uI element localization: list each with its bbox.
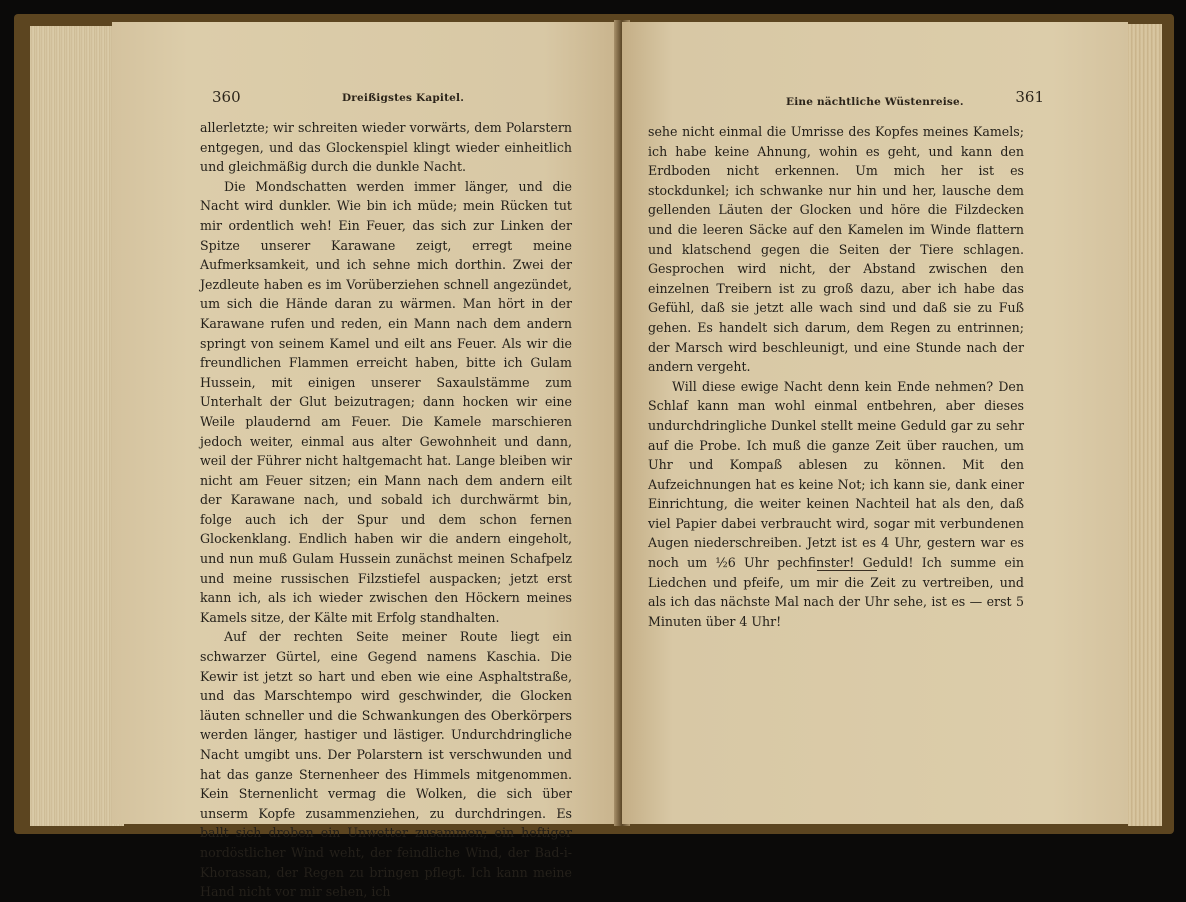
paragraph: Will diese ewige Nacht denn kein Ende nehmen? Den Schlaf kann man wohl einmal entbehren, aber dieses undurchdringliche Dunkel stellt meine Geduld gar zu sehr auf die Probe. Ich muß die ganze Zeit über rauchen, um Uhr und Kompaß ablesen zu können. Mit den Aufzeichnungen hat es keine Not; ich kann sie, dank einer Einrichtung, die weiter keinen Nachteil hat als den, daß viel Papier dabei verbraucht wird, sogar mit verbundenen Augen niederschreiben. Jetzt ist es 4 Uhr, gestern war es noch um ½6 Uhr pechfinster! Geduld! Ich summe ein Liedchen und pfeife, um mir die Zeit zu vertreiben, und als ich das nächste Mal nach der Uhr sehe, ist es — erst 5 Minuten über 4 Uhr!	[648, 378, 1024, 629]
paragraph: Auf der rechten Seite meiner Route liegt ein schwarzer Gürtel, eine Gegend namens Kaschia. Die Kewir ist jetzt so hart und eben wie eine Asphaltstraße, und das Marschtempo wird geschwinder, die Glocken läuten schneller und die Schwankungen des Oberkörpers werden länger, hastiger und lästiger. Undurchdringliche Nacht umgibt uns. Der Polarstern ist verschwunden und hat das ganze Sternenheer des Himmels mitgenommen. Kein Sternenlicht vermag die Wolken, die sich über unserm Kopfe zusammenziehen, zu durchdringen. Es ballt sich droben ein Unwetter zusammen; ein heftiger nordöstlicher Wind weht, der feindliche Wind, der Bad-i-Khorassan, der Regen zu bringen pflegt. Ich kann meine Hand nicht vor mir sehen, ich	[200, 629, 572, 900]
page-edges-left	[30, 26, 124, 826]
right-page	[622, 22, 1128, 824]
chapter-end-rule	[817, 570, 877, 571]
left-page	[112, 22, 620, 900]
page-edges-right	[1128, 24, 1162, 826]
right-page-text	[648, 122, 1024, 631]
left-page-header	[112, 90, 620, 110]
left-page-number: 360	[212, 88, 241, 106]
paragraph: Die Mondschatten werden immer länger, und die Nacht wird dunkler. Wie bin ich müde; mein Rücken tut mir ordentlich weh! Ein Feuer, das sich zur Linken der Spitze unserer Karawane zeigt, erregt meine Aufmerksamkeit, und ich sehne mich dorthin. Zwei der Jezdleute haben es im Vorüberziehen schnell angezündet, um sich die Hände daran zu wärmen. Man hört in der Karawane rufen und reden, ein Mann nach dem andern springt von seinem Kamel und eilt ans Feuer. Als wir die freundlichen Flammen erreicht haben, bitte ich Gulam Hussein, mit einigen unserer Saxaulstämme zum Unterhalt der Glut beizutragen; dann hocken wir eine Weile plaudernd am Feuer. Die Kamele marschieren jedoch weiter, einmal aus alter Gewohnheit und dann, weil der Führer nicht haltgemacht hat. Lange bleiben wir nicht am Feuer sitzen; ein Mann nach dem andern eilt der Karawane nach, und sobald ich durchwärmt bin, folge auch ich der Spur und dem schon fernen Glockenklang. Endlich haben wir die andern eingeholt, und nun muß Gulam Hussein zunächst meinen Schafpelz und meine russischen Filzstiefel auspacken; jetzt erst kann ich, als ich wieder zwischen den Höckern meines Kamels sitze, der Kälte mit Erfolg standhalten.	[200, 178, 572, 625]
paragraph: allerletzte; wir schreiten wieder vorwärts, dem Polarstern entgegen, und das Glockenspiel klingt wieder einheitlich und gleichmäßig durch die dunkle Nacht.	[200, 120, 572, 175]
paragraph: sehe nicht einmal die Umrisse des Kopfes meines Kamels; ich habe keine Ahnung, wohin es geht, und kann den Erdboden nicht erkennen. Um mich her ist es stockdunkel; ich schwanke nur hin und her, lausche dem gellenden Läuten der Glocken und höre die Filzdecken und die leeren Säcke auf den Kamelen im Winde flattern und klatschend gegen die Seiten der Tiere schlagen. Gesprochen wird nicht, der Abstand zwischen den einzelnen Treibern ist zu groß dazu, aber ich habe das Gefühl, daß sie jetzt alle wach sind und daß sie zu Fuß gehen. Es handelt sich darum, dem Regen zu entrinnen; der Marsch wird beschleunigt, und eine Stunde nach der andern vergeht.	[648, 124, 1024, 375]
left-running-head: Dreißigstes Kapitel.	[342, 92, 465, 104]
right-page-header	[622, 90, 1128, 110]
right-page-number: 361	[1015, 88, 1044, 106]
left-page-text	[200, 118, 572, 902]
right-running-head: Eine nächtliche Wüstenreise.	[786, 96, 964, 108]
